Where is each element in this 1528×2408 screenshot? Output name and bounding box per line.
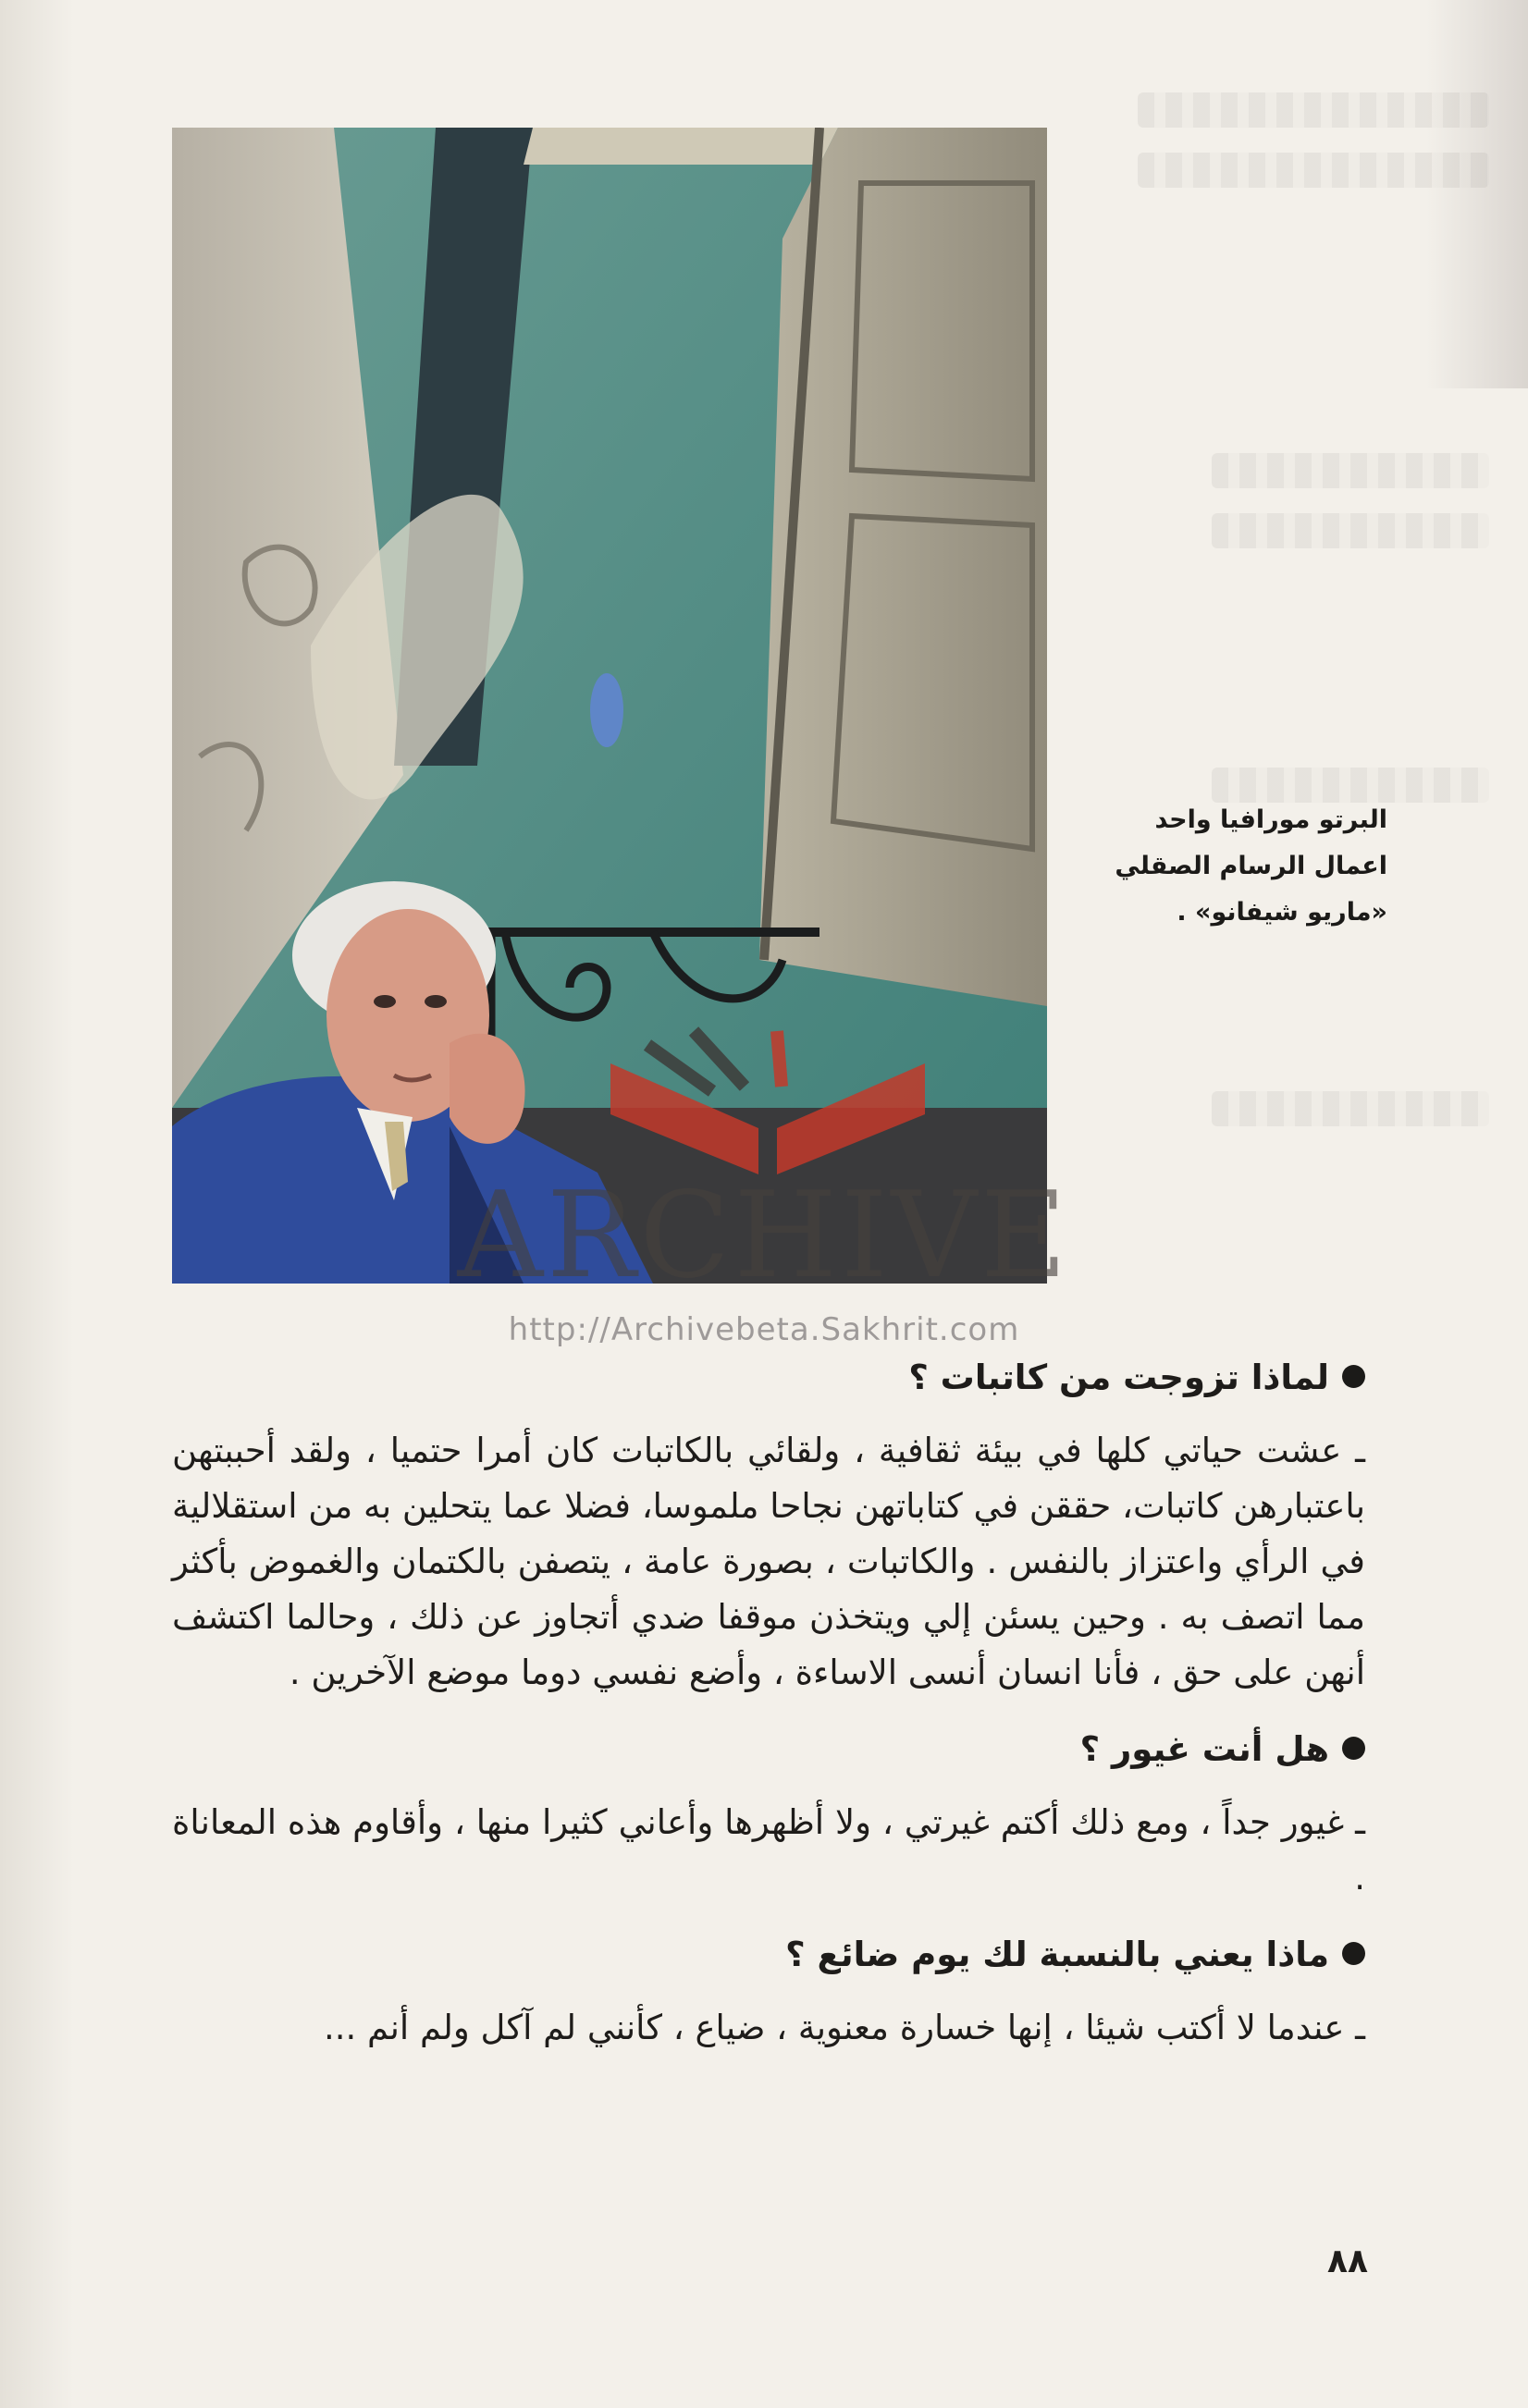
question-text: لماذا تزوجت من كاتبات ؟ <box>908 1358 1329 1397</box>
bullet-icon <box>1342 1942 1365 1965</box>
watermark-url[interactable]: http://Archivebeta.Sakhrit.com <box>508 1311 1020 1348</box>
caption-line: «ماريو شيفانو» . <box>1177 898 1387 927</box>
question-text: ماذا يعني بالنسبة لك يوم ضائع ؟ <box>785 1935 1329 1974</box>
page-edge-shadow-right <box>1426 0 1528 388</box>
bleed-through-line <box>1138 92 1489 128</box>
interview-answer: ـ عشت حياتي كلها في بيئة ثقافية ، ولقائي بالكاتبات كان أمرا حتميا ، ولقد أحببتهن باعتبارهن كاتبات، حققن في كتاباتهن نجاحا ملموسا، فضلا عما يتحلين به من استقلالية في الرأي واعتزاز بالنفس . والكاتبات ، بصورة عامة ، يتصفن بالكتمان والغموض بأكثر مما اتصف به . وحين يسئن إلي ويتخذن موقفا ضدي أتجاوز عن ذلك ، وحالما اكتشف أنهن على حق ، فأنا انسان أنسى الاساءة ، وأضع نفسي دوما موضع الآخرين . <box>171 1431 1365 1692</box>
bleed-through-line <box>1138 153 1489 188</box>
caption-line: البرتو مورافيا واحد <box>1154 805 1387 834</box>
interview-question <box>172 1717 1365 1782</box>
archive-book-logo-icon <box>592 1026 943 1184</box>
bullet-icon <box>1342 1737 1365 1760</box>
question-text: هل أنت غيور ؟ <box>1079 1729 1329 1769</box>
bleed-through-line <box>1212 1091 1489 1126</box>
interview-answer: ـ عندما لا أكتب شيئا ، إنها خسارة معنوية ، ضياع ، كأنني لم آكل ولم أنم ... <box>323 2008 1365 2047</box>
interview-question <box>172 1923 1365 1987</box>
interview-question <box>172 1345 1365 1410</box>
interview-article <box>172 1345 1365 2056</box>
page-number: ٨٨ <box>1327 2242 1368 2280</box>
watermark-text: ARCHIVE <box>457 1167 1071 1305</box>
caption-line: اعمال الرسام الصقلي <box>1115 852 1387 880</box>
bleed-through-line <box>1212 453 1489 488</box>
photo-caption <box>1082 797 1387 936</box>
bullet-icon <box>1342 1365 1365 1388</box>
interview-answer: ـ غيور جداً ، ومع ذلك أكتم غيرتي ، ولا أظهرها وأعاني كثيرا منها ، وأقاوم هذه المعاناة . <box>172 1802 1365 1898</box>
bleed-through-line <box>1212 513 1489 548</box>
